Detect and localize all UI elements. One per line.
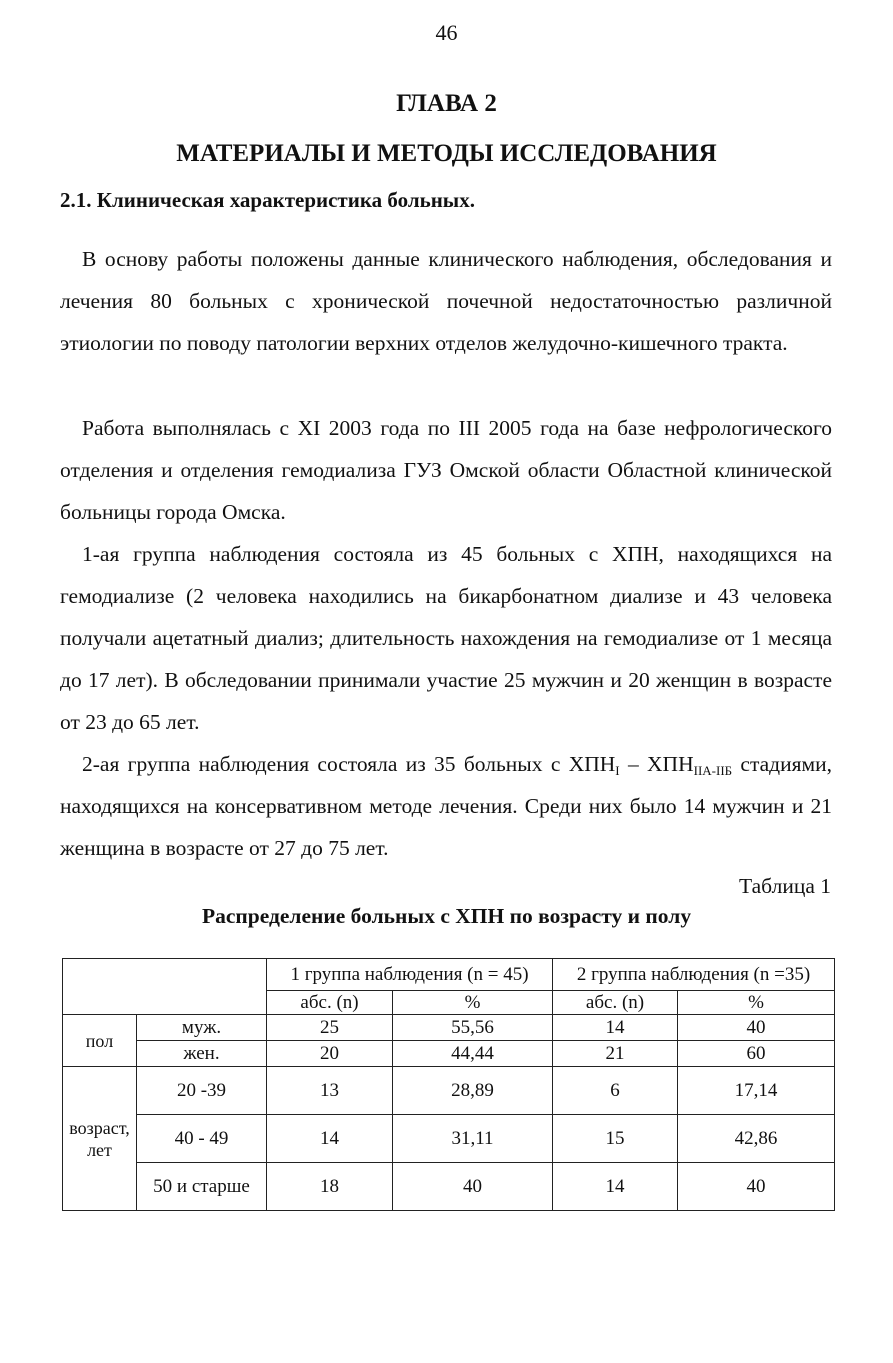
group-2-header: 2 группа наблюдения (n =35) xyxy=(553,959,835,991)
table-row xyxy=(63,1163,835,1211)
subheader-cell: % xyxy=(678,991,835,1015)
table-cell: 28,89 xyxy=(393,1067,553,1115)
stage-subscript-2: IIА-IIБ xyxy=(693,763,733,778)
subheader-cell: абс. (n) xyxy=(267,991,393,1015)
table-cell: 14 xyxy=(267,1115,393,1163)
subheader-cell: абс. (n) xyxy=(553,991,678,1015)
section-heading: 2.1. Клиническая характеристика больных. xyxy=(60,188,475,212)
table-row xyxy=(63,1067,835,1115)
table-title: Распределение больных с ХПН по возрасту и полу xyxy=(201,904,692,928)
paragraph-2: Работа выполнялась с XI 2003 года по III 2005 года на базе нефрологического отделения и отделения гемодиализа ГУЗ Омской области Областной клинической больницы города Омска. xyxy=(60,416,832,524)
table-cell: 25 xyxy=(267,1015,393,1041)
paragraph-4-middle: – ХПН xyxy=(619,752,694,776)
table-cell: 6 xyxy=(553,1067,678,1115)
table-cell: 17,14 xyxy=(678,1067,835,1115)
table-cell: 40 xyxy=(678,1015,835,1041)
paragraph-4-end: стадиями, находящихся на консервативном методе лечения. Среди них было 14 мужчин и 21 женщина в возрасте от 27 до 75 лет. xyxy=(60,752,832,860)
subheader-cell: % xyxy=(393,991,553,1015)
chapter-number: ГЛАВА 2 xyxy=(396,90,497,117)
table-cell: 21 xyxy=(553,1041,678,1067)
chapter-title: МАТЕРИАЛЫ И МЕТОДЫ ИССЛЕДОВАНИЯ xyxy=(176,140,717,167)
table-cell: 42,86 xyxy=(678,1115,835,1163)
table-row xyxy=(63,1115,835,1163)
table-cell: 60 xyxy=(678,1041,835,1067)
age-group-label: возраст, лет xyxy=(63,1067,137,1211)
row-label: 20 -39 xyxy=(137,1067,267,1115)
table-cell: 55,56 xyxy=(393,1015,553,1041)
table-corner-cell xyxy=(63,959,267,1015)
table-cell: 18 xyxy=(267,1163,393,1211)
row-label: муж. xyxy=(137,1015,267,1041)
table-cell: 14 xyxy=(553,1163,678,1211)
table-row xyxy=(63,1041,835,1067)
table-header-row xyxy=(63,959,835,991)
paragraph-3: 1-ая группа наблюдения состояла из 45 больных с ХПН, находящихся на гемодиализе (2 человека находились на бикарбонатном диализе и 43 человека получали ацетатный диализ; длительность нахождения на гемодиализе от 1 месяца до 17 лет). В обследовании принимали участие 25 мужчин и 20 женщин в возрасте от 23 до 65 лет. xyxy=(60,542,832,734)
table-cell: 15 xyxy=(553,1115,678,1163)
row-label: 40 - 49 xyxy=(137,1115,267,1163)
table-cell: 13 xyxy=(267,1067,393,1115)
stage-subscript-1: I xyxy=(615,763,620,778)
paragraph-4 xyxy=(60,743,832,869)
paragraph-4-start: 2-ая группа наблюдения состояла из 35 больных с ХПН xyxy=(82,752,616,776)
page-number: 46 xyxy=(435,20,458,45)
row-label: 50 и старше xyxy=(137,1163,267,1211)
paragraph-1: В основу работы положены данные клинического наблюдения, обследования и лечения 80 больных с хронической почечной недостаточностью различной этиологии по поводу патологии верхних отделов желудочно-кишечного тракта. xyxy=(60,247,832,355)
distribution-table xyxy=(62,958,835,1211)
group-1-header: 1 группа наблюдения (n = 45) xyxy=(267,959,553,991)
table-row xyxy=(63,1015,835,1041)
table-cell: 40 xyxy=(678,1163,835,1211)
table-cell: 40 xyxy=(393,1163,553,1211)
row-label: жен. xyxy=(137,1041,267,1067)
table-cell: 20 xyxy=(267,1041,393,1067)
table-cell: 14 xyxy=(553,1015,678,1041)
sex-group-label: пол xyxy=(63,1015,137,1067)
table-cell: 44,44 xyxy=(393,1041,553,1067)
table-cell: 31,11 xyxy=(393,1115,553,1163)
table-label: Таблица 1 xyxy=(739,874,831,898)
